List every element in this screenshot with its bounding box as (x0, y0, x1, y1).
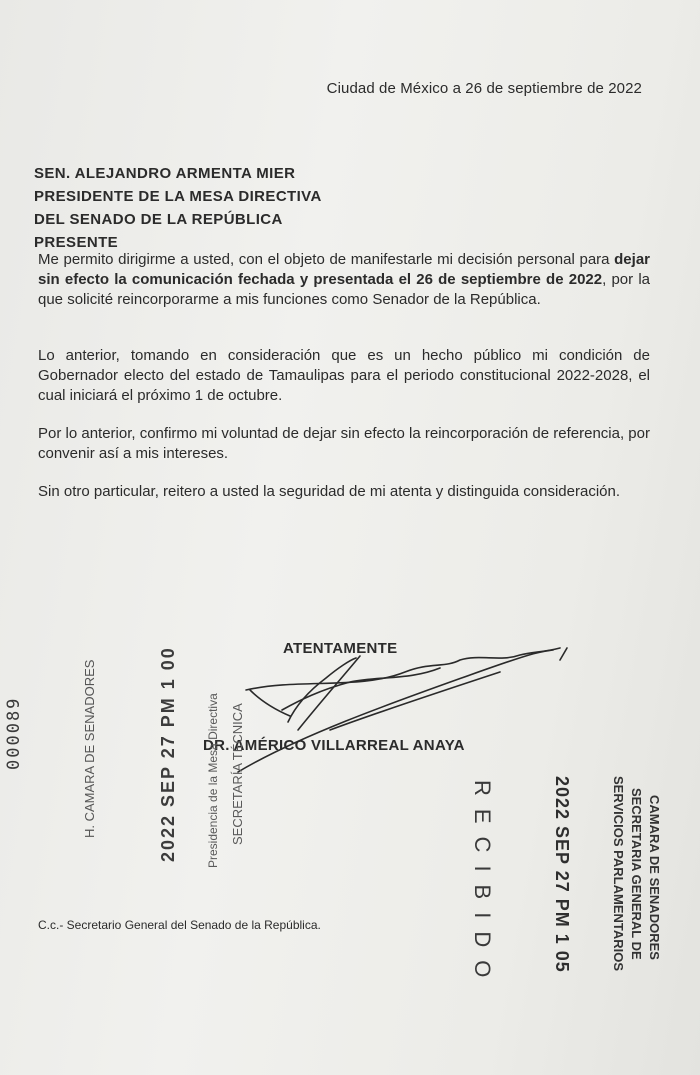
addressee-presente: PRESENTE (34, 234, 119, 251)
folio-number: 000089 (4, 696, 24, 770)
addressee-title: PRESIDENTE DE LA MESA DIRECTIVA (34, 188, 322, 205)
addressee-name: SEN. ALEJANDRO ARMENTA MIER (34, 165, 296, 182)
right-stamp-chamber: CAMARA DE SENADORES (647, 795, 662, 960)
left-stamp-secretariat: SECRETARÍA TÉCNICA (230, 703, 245, 845)
paragraph-2: Lo anterior, tomando en consideración que es un hecho público mi condición de Gobernador electo del estado de Tamaulipas para el periodo constitucional 2022-2028, el cual iniciará el próximo 1 de octubre. (38, 347, 650, 404)
paragraph-4: Sin otro particular, reitero a usted la seguridad de mi atenta y distinguida consideración. (38, 483, 621, 500)
right-stamp-received: RECIBIDO (470, 780, 495, 991)
paragraph-1-text-b: , por la que solicité reincorporarme a mis funciones como Senador de la República. (38, 271, 650, 308)
left-stamp-presidency: Presidencia de la Mesa Directiva (206, 693, 220, 868)
right-stamp-datetime: 2022 SEP 27 PM 1 05 (552, 776, 572, 973)
right-stamp-secretariat: SECRETARIA GENERAL DE (629, 788, 644, 960)
right-stamp-services: SERVICIOS PARLAMENTARIOS (611, 776, 626, 972)
date-line: Ciudad de México a 26 de septiembre de 2022 (326, 80, 642, 97)
cc-line: C.c.- Secretario General del Senado de la República. (38, 918, 321, 932)
addressee-block (34, 162, 322, 254)
signer-name: DR. AMÉRICO VILLARREAL ANAYA (203, 737, 465, 754)
closing: ATENTAMENTE (283, 640, 398, 657)
left-stamp-datetime: 2022 SEP 27 PM 1 00 (158, 646, 178, 862)
addressee-institution: DEL SENADO DE LA REPÚBLICA (34, 211, 283, 228)
paragraph-1-text-a: Me permito dirigirme a usted, con el objeto de manifestarle mi decisión personal para (38, 251, 615, 268)
paragraph-3: Por lo anterior, confirmo mi voluntad de dejar sin efecto la reincorporación de referencia, por convenir así a mis intereses. (38, 425, 650, 462)
paragraph-1-bold: dejar sin efecto la comunicación fechada y presentada el 26 de septiembre de 2022 (38, 251, 650, 288)
paragraph-1 (38, 250, 650, 310)
left-stamp-chamber: H. CAMARA DE SENADORES (82, 659, 97, 838)
